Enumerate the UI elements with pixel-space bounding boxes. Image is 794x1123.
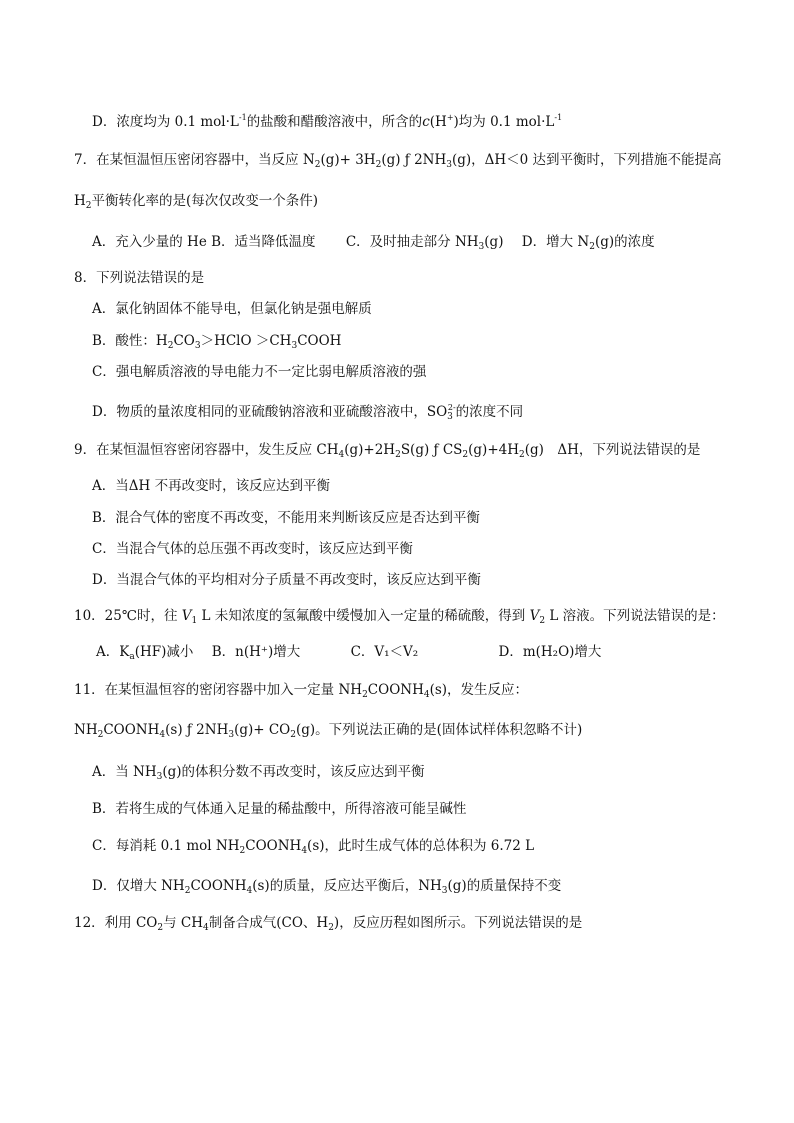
q7-option-c: C．及时抽走部分 $NH_3(g)$ [345, 234, 504, 252]
q8-option-b: B．酸性：$H_2CO_3>HClO$ $>CH_3COOH$ [92, 333, 342, 351]
q11-option-d: D．仅增大 $NH_2COONH_4(s)$的质量，反应达平衡后，$NH_3(g)$的质量保持不变 [92, 878, 562, 896]
q11-option-c: C．每消耗 0.1 mol $NH_2COONH_4(s)$，此时生成气体的总体积为 6.72 L [92, 838, 535, 856]
q11-stem-line1: 11．在某恒温恒容的密闭容器中加入一定量 $NH_2COONH_4(s)$，发生反应： [74, 682, 529, 700]
q9-option-c: C．当混合气体的总压强不再改变时，该反应达到平衡 [92, 541, 413, 557]
q9-option-d: D．当混合气体的平均相对分子质量不再改变时，该反应达到平衡 [92, 572, 481, 588]
q10-option-a: A．$K_a(HF)$减小 [96, 644, 194, 662]
q8-option-c: C．强电解质溶液的导电能力不一定比弱电解质溶液的强 [92, 364, 427, 380]
q8-stem: 8．下列说法错误的是 [74, 270, 205, 286]
q7-option-d: D．增大 $N_2(g)$的浓度 [521, 234, 655, 252]
q9-option-b: B．混合气体的密度不再改变，不能用来判断该反应是否达到平衡 [92, 510, 480, 526]
q10-option-b: B．n(H⁺)增大 [211, 644, 301, 660]
q9-stem: 9．在某恒温恒容密闭容器中，发生反应 $CH_4(g)+2H_2S(g)$ ƒ $CS_2(g)+4H_2(g)$ ΔH，下列说法错误的是 [74, 442, 701, 460]
q10-options [96, 642, 601, 667]
q11-option-a: A．当 $NH_3(g)$的体积分数不再改变时，该反应达到平衡 [92, 764, 425, 782]
q7-stem-line2: $H_2$平衡转化率的是(每次仅改变一个条件) [74, 193, 319, 211]
q10-option-c: C．V₁＜V₂ [350, 644, 419, 660]
q11-option-b: B．若将生成的气体通入足量的稀盐酸中，所得溶液可能呈碱性 [92, 801, 467, 817]
q10-option-d: D．m(H₂O)增大 [498, 644, 602, 660]
q7-stem-line1: 7．在某恒温恒压密闭容器中，当反应 $N_2(g)+ 3H_2(g)$ ƒ $2NH_3(g)$，ΔH＜0 达到平衡时，下列措施不能提高 [74, 152, 722, 170]
q6-option-d: D．浓度均为 0.1 $mol\cdot L^{-1}$的盐酸和醋酸溶液中，所含的c(H+)均为 0.1 $mol\cdot L^{-1}$ [92, 113, 563, 130]
q8-option-d: D．物质的量浓度相同的亚硫酸钠溶液和亚硫酸溶液中，$SO_3^{2-}$的浓度不同 [92, 403, 524, 422]
q7-option-b: B．适当降低温度 [211, 234, 316, 250]
q7-options [92, 232, 655, 257]
q7-option-a: A．充入少量的 He [92, 234, 207, 250]
q10-stem: 10．25℃时，往 $V_1$ L 未知浓度的氢氟酸中缓慢加入一定量的稀硫酸，得到 $V_2$ L 溶液。下列说法错误的是： [74, 608, 725, 626]
q12-stem: 12．利用 $CO_2$与 $CH_4$制备合成气(CO、$H_2$)，反应历程如图所示。下列说法错误的是 [74, 915, 583, 933]
q9-option-a: A．当ΔH 不再改变时，该反应达到平衡 [92, 478, 331, 494]
q8-option-a: A．氯化钠固体不能导电，但氯化钠是强电解质 [92, 301, 372, 317]
q11-equation: $NH_2COONH_4(s)$ ƒ $2NH_3(g)+ CO_2(g)$。下列说法正确的是(固体试样体积忽略不计) [74, 722, 583, 740]
